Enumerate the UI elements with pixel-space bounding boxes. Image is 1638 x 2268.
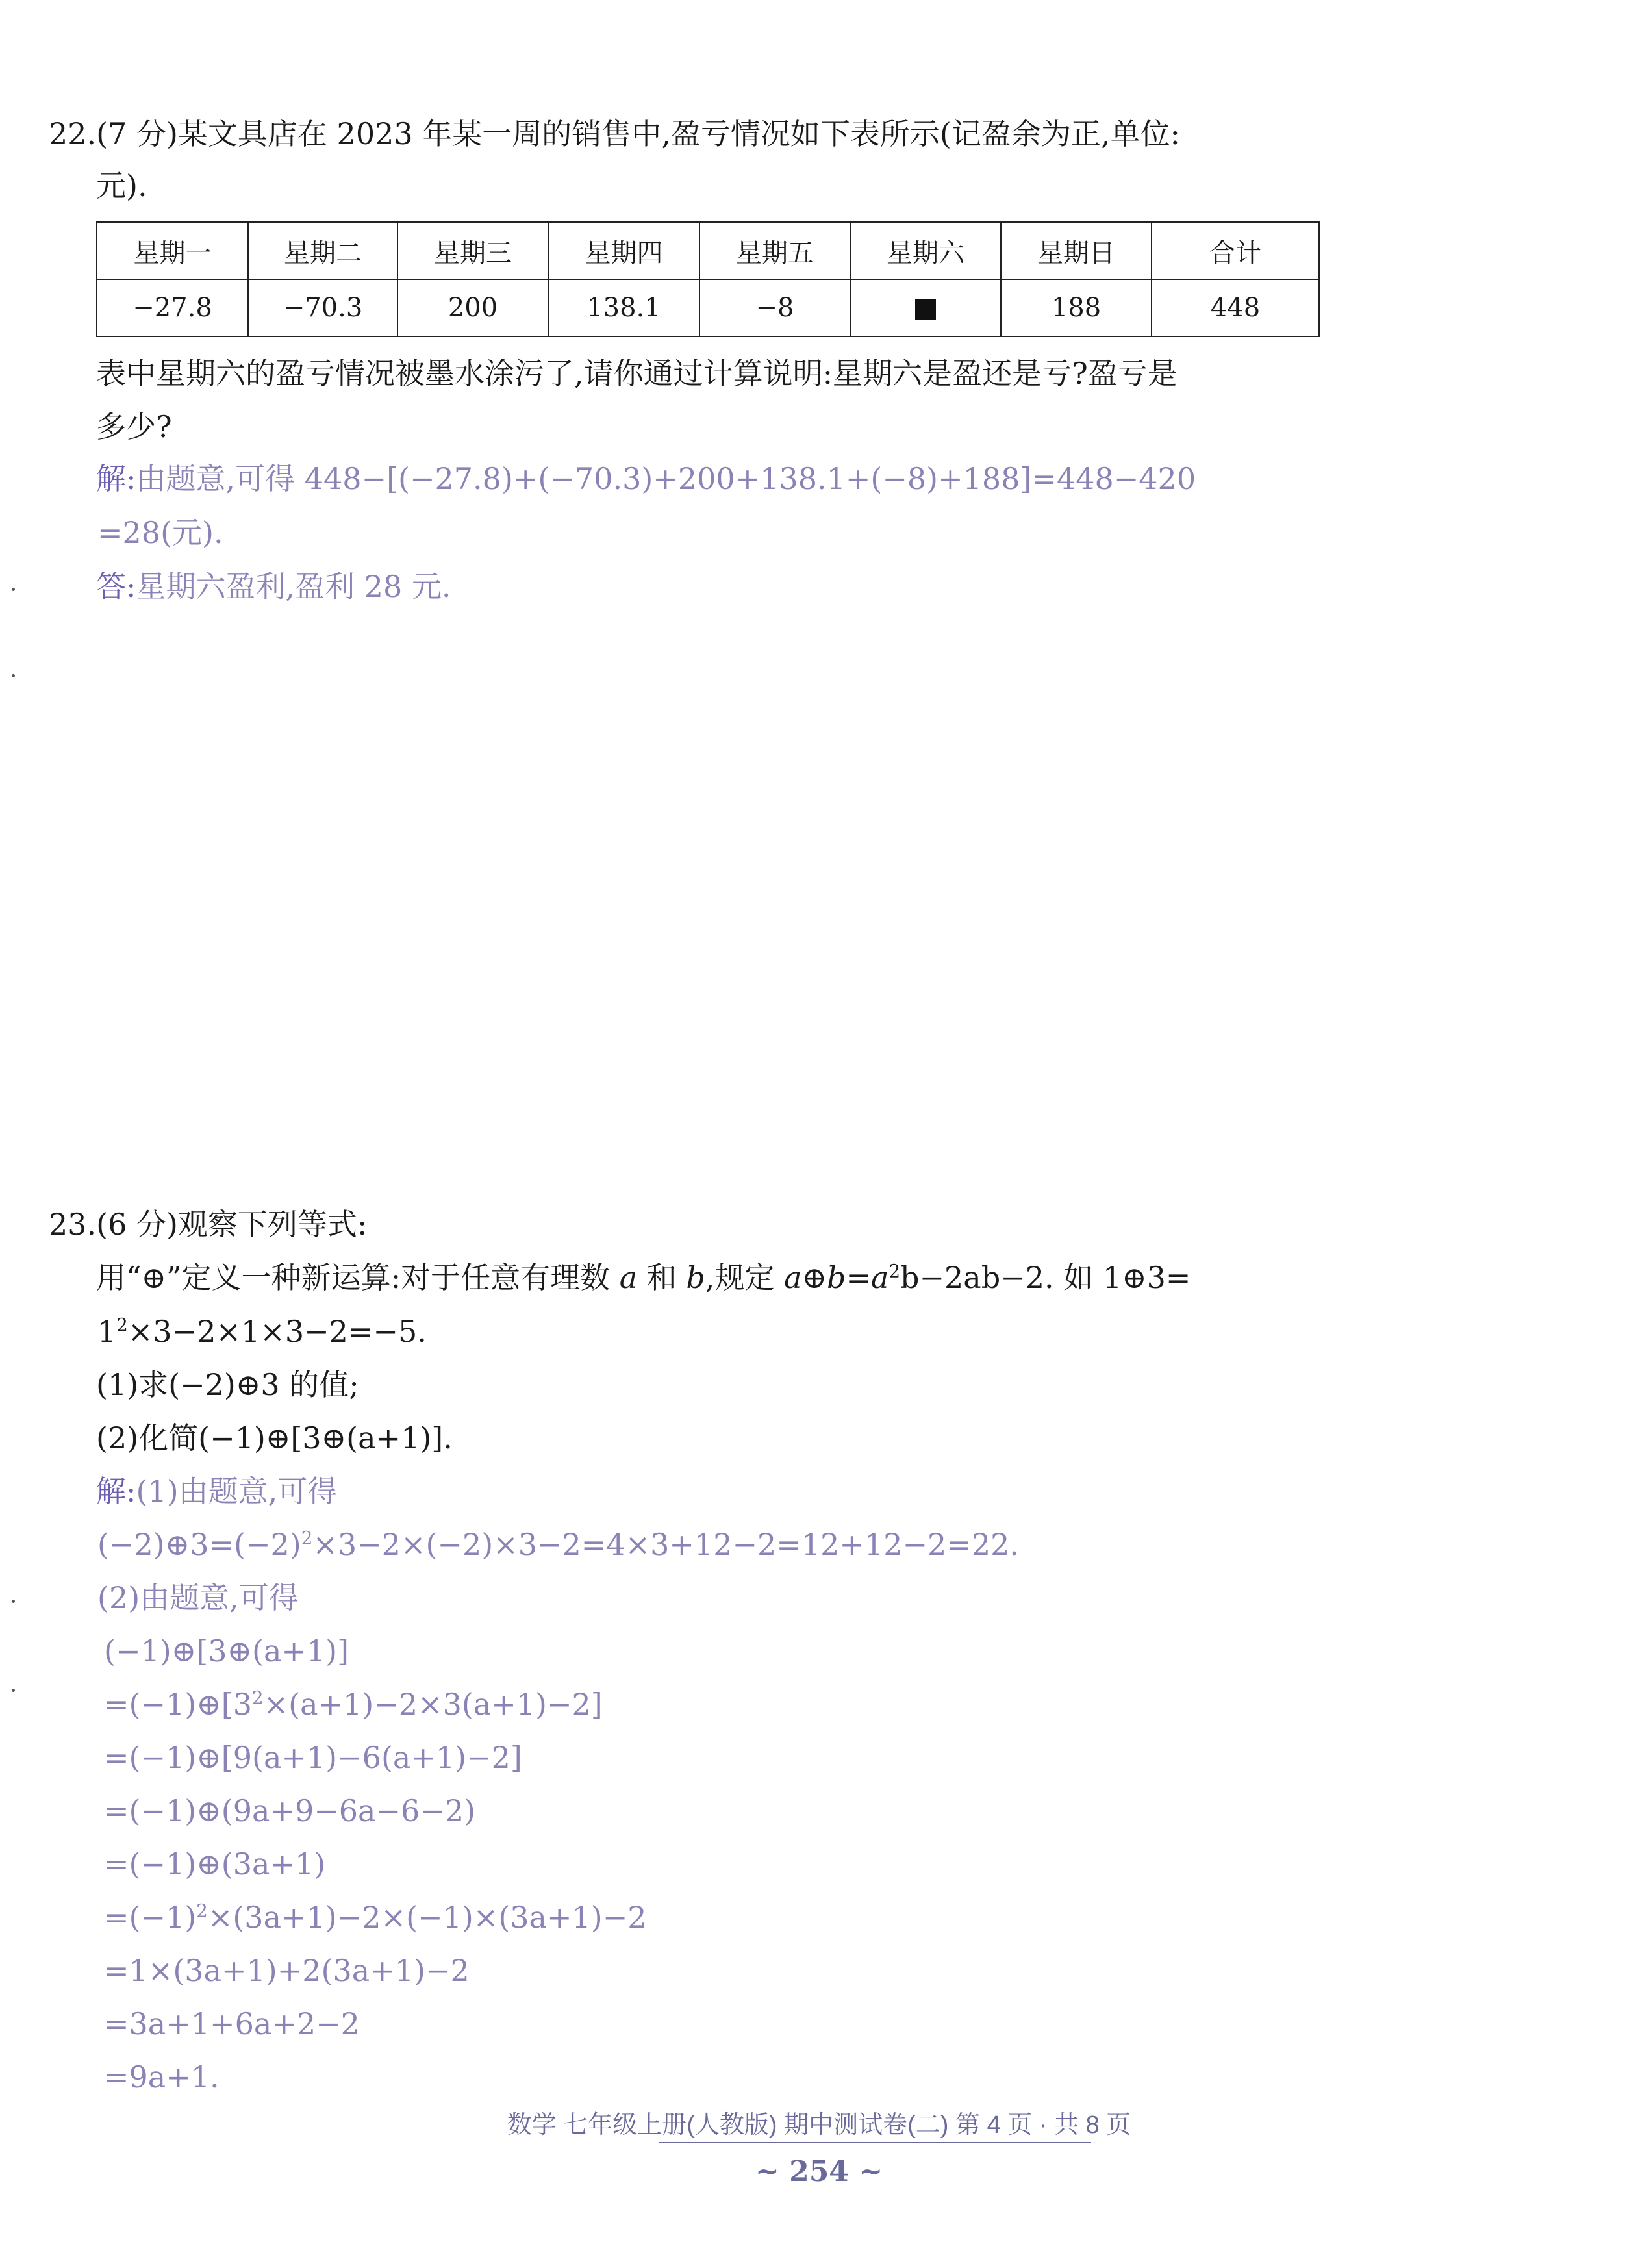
- header-cell-wednesday: 星期三: [397, 222, 548, 279]
- q23-answer-step5: =(−1)⊕(3a+1): [104, 1846, 326, 1882]
- q23-definition-line2: [97, 1312, 427, 1351]
- margin-dot: [12, 588, 15, 591]
- value-cell-thursday: 138.1: [548, 279, 699, 336]
- q23-answer-step1: (−1)⊕[3⊕(a+1)]: [104, 1633, 349, 1669]
- q23-answer-step9: =9a+1.: [104, 2060, 220, 2095]
- value-cell-sunday: 188: [1001, 279, 1152, 336]
- value-cell-total: 448: [1152, 279, 1319, 336]
- exponent: 2: [888, 1260, 901, 1282]
- q22-stem-line1: 22.(7 分)某文具店在 2023 年某一周的销售中,盈亏情况如下表所示(记盈余为正,单位:: [49, 116, 1180, 151]
- answer-text: 由题意,可得 448−[(−27.8)+(−70.3)+200+138.1+(−8)+188]=448−420: [136, 461, 1196, 496]
- margin-dot: [12, 1689, 15, 1692]
- q22-answer-line1: [96, 459, 1196, 498]
- exponent: 2: [116, 1314, 128, 1336]
- text-fragment: 和: [637, 1260, 687, 1295]
- var-a: a: [619, 1260, 638, 1295]
- q22-question-line1: 表中星期六的盈亏情况被墨水涂污了,请你通过计算说明:星期六是盈还是亏?盈亏是: [96, 356, 1178, 391]
- q23-answer-step3: =(−1)⊕[9(a+1)−6(a+1)−2]: [104, 1740, 522, 1775]
- var-b: b: [686, 1260, 705, 1295]
- q23-answer-step7: =1×(3a+1)+2(3a+1)−2: [104, 1953, 470, 1988]
- margin-dot: [12, 1600, 15, 1603]
- value-cell-wednesday: 200: [397, 279, 548, 336]
- q23-answer-step4: =(−1)⊕(9a+9−6a−6−2): [104, 1793, 476, 1828]
- text-fragment: ×(3a+1)−2×(−1)×(3a+1)−2: [207, 1900, 647, 1935]
- q23-answer-calc1: [97, 1525, 1019, 1564]
- footer-rule: [659, 2142, 1091, 2143]
- q23-stem: 23.(6 分)观察下列等式:: [49, 1207, 368, 1242]
- text-fragment: =(−1)⊕[3: [104, 1687, 253, 1722]
- q23-answer-intro1: [96, 1472, 337, 1511]
- answer-label: 解:: [96, 461, 136, 496]
- final-answer-label: 答:: [96, 569, 136, 604]
- header-cell-sunday: 星期日: [1001, 222, 1152, 279]
- header-cell-friday: 星期五: [699, 222, 850, 279]
- q23-answer-intro2: (2)由题意,可得: [97, 1580, 299, 1615]
- ink-blot-mark: [915, 299, 936, 320]
- value-cell-friday: −8: [699, 279, 850, 336]
- answer-label: 解:: [96, 1474, 136, 1509]
- exponent: 2: [301, 1527, 313, 1549]
- text-fragment: (−2)⊕3=(−2): [97, 1527, 301, 1562]
- text-fragment: =(−1): [104, 1900, 197, 1935]
- header-cell-tuesday: 星期二: [248, 222, 397, 279]
- q22-answer-line2: =28(元).: [97, 515, 223, 550]
- sales-table-header-row: [97, 222, 1319, 279]
- text-fragment: ,规定: [705, 1260, 785, 1295]
- margin-dot: [12, 674, 15, 677]
- text-fragment: ×(a+1)−2×3(a+1)−2]: [263, 1687, 603, 1722]
- value-cell-monday: −27.8: [97, 279, 248, 336]
- sales-table: [96, 221, 1320, 337]
- text-fragment: 用“⊕”定义一种新运算:对于任意有理数: [96, 1260, 620, 1295]
- q23-definition-line1: [96, 1258, 1191, 1297]
- q22-question-line2: 多少?: [96, 409, 172, 444]
- text-fragment: ×3−2×(−2)×3−2=4×3+12−2=12+12−2=22.: [312, 1527, 1019, 1562]
- header-cell-monday: 星期一: [97, 222, 248, 279]
- q23-answer-step6: [104, 1898, 647, 1937]
- header-cell-thursday: 星期四: [548, 222, 699, 279]
- text-fragment: ×3−2×1×3−2=−5.: [127, 1314, 427, 1349]
- q22-stem-line2: 元).: [96, 168, 147, 203]
- page-footer-text: 数学 七年级上册(人教版) 期中测试卷(二) 第 4 页 · 共 8 页: [507, 2111, 1131, 2139]
- header-cell-total: 合计: [1152, 222, 1319, 279]
- exponent: 2: [196, 1900, 208, 1922]
- value-cell-saturday: [850, 279, 1001, 336]
- header-cell-saturday: 星期六: [850, 222, 1001, 279]
- text-fragment: 1: [97, 1314, 117, 1349]
- sales-table-value-row: [97, 279, 1319, 336]
- exponent: 2: [252, 1687, 264, 1709]
- page-number: ~ 254 ~: [755, 2155, 883, 2188]
- formula-fragment: b−2ab−2. 如 1⊕3=: [900, 1260, 1191, 1295]
- q22-final-answer: [96, 567, 451, 606]
- final-answer-text: 星期六盈利,盈利 28 元.: [136, 569, 451, 604]
- formula-fragment: a⊕b=a: [784, 1260, 889, 1295]
- q23-answer-step2: [104, 1685, 603, 1724]
- value-cell-tuesday: −70.3: [248, 279, 397, 336]
- q23-part2: (2)化简(−1)⊕[3⊕(a+1)].: [96, 1420, 453, 1455]
- answer-text: (1)由题意,可得: [136, 1474, 338, 1509]
- q23-answer-step8: =3a+1+6a+2−2: [104, 2006, 360, 2041]
- q23-part1: (1)求(−2)⊕3 的值;: [96, 1367, 359, 1402]
